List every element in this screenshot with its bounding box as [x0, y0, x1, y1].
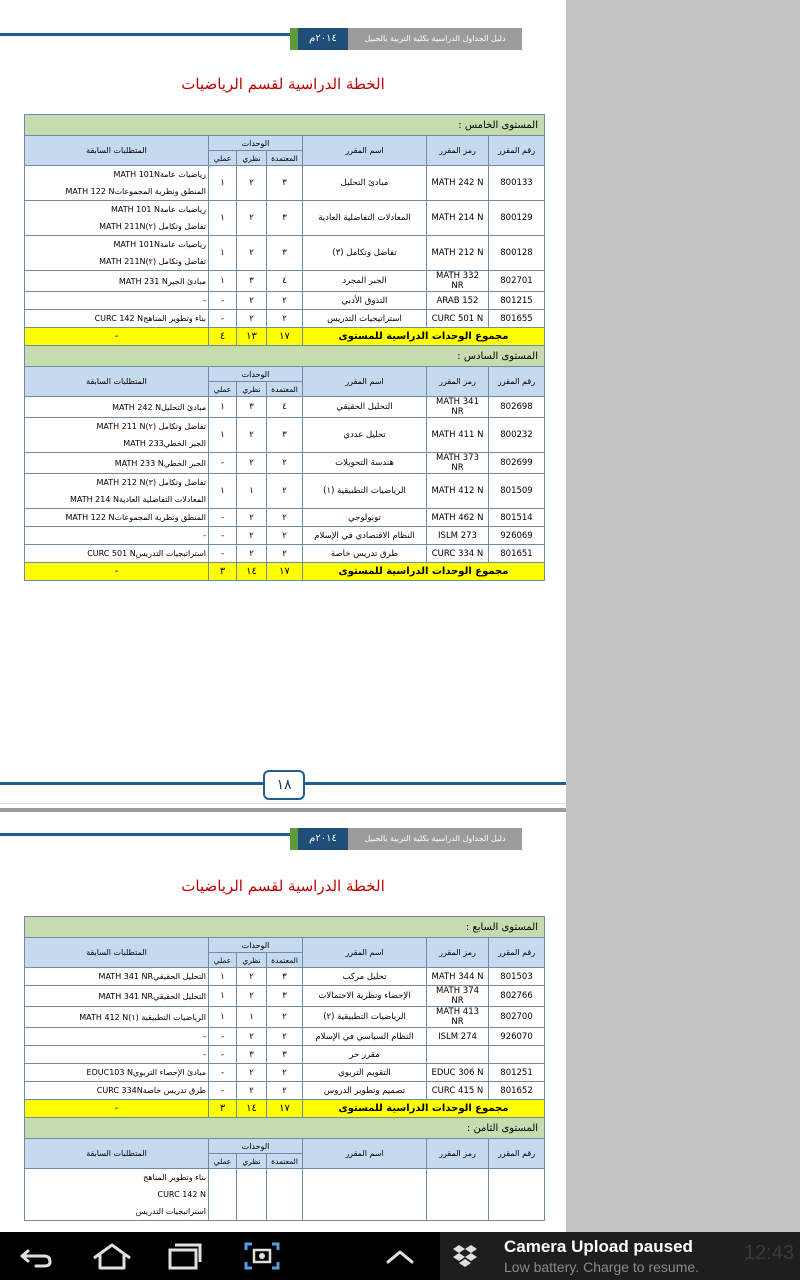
course-row	[25, 292, 545, 310]
theory-units: ٢	[237, 527, 267, 545]
course-name: تصميم وتطوير الدروس	[303, 1082, 427, 1100]
course-number	[489, 1169, 545, 1221]
theory-units: ٢	[237, 1064, 267, 1082]
notification-time: 12:43	[743, 1242, 794, 1264]
page-footer-line	[0, 803, 566, 804]
course-name: الرياضيات التطبيقية (١)	[303, 474, 427, 509]
course-row	[25, 545, 545, 563]
col-units: الوحدات	[209, 1139, 303, 1154]
total-practical: ٤	[209, 328, 237, 346]
theory-units: ٣	[237, 1046, 267, 1064]
col-units: الوحدات	[209, 367, 303, 382]
header-accent	[290, 28, 298, 50]
prerequisite-line: -	[203, 531, 206, 540]
table-header-row	[25, 1139, 545, 1154]
course-row	[25, 201, 545, 236]
course-number: 801652	[489, 1082, 545, 1100]
course-number: 802699	[489, 453, 545, 474]
header-year: ٢٠١٤م	[298, 828, 348, 850]
course-name: النظام الاقتصادي في الإسلام	[303, 527, 427, 545]
prerequisite-line: -	[203, 1032, 207, 1041]
practical-units: -	[209, 1082, 237, 1100]
plan-title: الخطة الدراسية لقسم الرياضيات	[181, 75, 385, 93]
prerequisite-line: مبادئ الجبرMATH 231 N	[118, 276, 206, 286]
prerequisite-line: مبادئ الإحصاء التربويEDUC103 N	[86, 1068, 207, 1077]
prerequisites	[25, 986, 209, 1007]
table-header-row	[25, 938, 545, 953]
prerequisites	[25, 397, 209, 418]
course-name: مقرر حر	[303, 1046, 427, 1064]
chevron-up-icon[interactable]	[376, 1240, 424, 1272]
total-prereq: -	[25, 1100, 209, 1118]
credit-units: ٣	[267, 986, 303, 1007]
theory-units: ٢	[237, 166, 267, 201]
course-name: التذوق الأدبي	[303, 292, 427, 310]
practical-units: ١	[209, 166, 237, 201]
prerequisites	[25, 1007, 209, 1028]
course-name: التقويم التربوي	[303, 1064, 427, 1082]
course-row	[25, 397, 545, 418]
theory-units: ٢	[237, 986, 267, 1007]
prerequisite-line: التحليل الحقيقيMATH 341 NR	[98, 972, 207, 981]
prerequisite-line: بناء وتطوير المناهج	[143, 1173, 207, 1182]
course-number: 800232	[489, 418, 545, 453]
course-row	[25, 1082, 545, 1100]
prerequisite-line: التحليل الحقيقيMATH 341 NR	[98, 991, 207, 1001]
theory-units: ١	[237, 474, 267, 509]
prerequisites	[25, 453, 209, 474]
course-row	[25, 1007, 545, 1028]
prerequisites	[25, 545, 209, 563]
course-code	[427, 1169, 489, 1221]
course-code: MATH 214 N	[427, 201, 489, 236]
credit-units: ٣	[267, 1046, 303, 1064]
course-row	[25, 986, 545, 1007]
prerequisite-line: طرق تدريس خاصةCURC 334N	[96, 1086, 207, 1095]
credit-units: ٢	[267, 527, 303, 545]
col-practical-units: عملي	[209, 1154, 237, 1169]
plan-title: الخطة الدراسية لقسم الرياضيات	[181, 877, 385, 895]
prerequisite-line: مبادئ التحليلMATH 242 N	[112, 402, 206, 412]
prerequisite-line: المعادلات التفاضلية العاديةMATH 214 N	[69, 495, 206, 504]
course-number: 801509	[489, 474, 545, 509]
prerequisite-line: تفاضل وتكامل (٣)MATH 212 N	[96, 478, 206, 487]
course-name: الرياضيات التطبيقية (٢)	[303, 1007, 427, 1028]
theory-units: ٢	[237, 1082, 267, 1100]
prerequisites	[25, 1046, 209, 1064]
level-title: المستوى السادس :	[25, 346, 545, 367]
prerequisite-line: -	[203, 296, 206, 305]
total-practical: ٣	[209, 563, 237, 581]
course-code: MATH 332 NR	[427, 271, 489, 292]
credit-units: ٣	[267, 418, 303, 453]
total-practical: ٣	[209, 1100, 237, 1118]
col-course-name: اسم المقرر	[303, 136, 427, 166]
level-total-row	[25, 328, 545, 346]
course-number: 802766	[489, 986, 545, 1007]
prerequisites	[25, 1169, 209, 1221]
theory-units: ٢	[237, 509, 267, 527]
course-row	[25, 453, 545, 474]
col-course-number: رقم المقرر	[489, 1139, 545, 1169]
prerequisite-line: رياضيات عامةMATH 101N	[113, 170, 206, 179]
header-year: ٢٠١٤م	[298, 28, 348, 50]
course-name: تحليل مركب	[303, 968, 427, 986]
course-number: 802700	[489, 1007, 545, 1028]
credit-units: ٣	[267, 166, 303, 201]
level-title-row	[25, 115, 545, 136]
prerequisite-line: رياضيات عامةMATH 101N	[113, 240, 206, 249]
prerequisite-line: CURC 142 N	[157, 1190, 207, 1199]
notification-subtitle: Low battery. Charge to resume.	[504, 1259, 700, 1275]
document-page-2	[0, 812, 566, 1232]
course-code: CURC 334 N	[427, 545, 489, 563]
course-row	[25, 310, 545, 328]
prerequisite-line: رياضيات عامةMATH 101 N	[110, 205, 206, 214]
course-number: 926070	[489, 1028, 545, 1046]
col-course-number: رقم المقرر	[489, 136, 545, 166]
col-course-name: اسم المقرر	[303, 938, 427, 968]
theory-units: ٢	[237, 418, 267, 453]
practical-units: -	[209, 292, 237, 310]
credit-units: ٢	[267, 545, 303, 563]
course-number: 802698	[489, 397, 545, 418]
level-title: المستوى الثامن :	[25, 1118, 545, 1139]
prerequisite-line: تفاضل وتكامل (٢)MATH 211N	[99, 222, 206, 231]
col-units: الوحدات	[209, 938, 303, 953]
prerequisites	[25, 509, 209, 527]
practical-units	[209, 1169, 237, 1221]
header-accent	[290, 828, 298, 850]
col-course-number: رقم المقرر	[489, 367, 545, 397]
theory-units: ٢	[237, 201, 267, 236]
course-number: 800133	[489, 166, 545, 201]
practical-units: ١	[209, 1007, 237, 1028]
col-practical-units: عملي	[209, 953, 237, 968]
header-title: دليل الجداول الدراسية بكلية التربية بالجبيل	[348, 28, 522, 50]
prerequisite-line: بناء وتطوير المناهجCURC 142 N	[94, 314, 206, 323]
credit-units: ٢	[267, 1028, 303, 1046]
credit-units: ٢	[267, 474, 303, 509]
course-name: التحليل الحقيقي	[303, 397, 427, 418]
practical-units: -	[209, 453, 237, 474]
prerequisite-line: الرياضيات التطبيقية (١)MATH 412 N	[79, 1012, 207, 1022]
col-theory-units: نظري	[237, 151, 267, 166]
dropbox-icon	[452, 1244, 478, 1272]
prerequisite-line: المنطق ونظرية المجموعاتMATH 122 N	[65, 187, 206, 196]
prerequisite-line: -	[203, 1050, 207, 1059]
col-course-name: اسم المقرر	[303, 1139, 427, 1169]
course-code: MATH 212 N	[427, 236, 489, 271]
practical-units: -	[209, 1028, 237, 1046]
course-name: الإحصاء ونظرية الاحتمالات	[303, 986, 427, 1007]
theory-units: ٣	[237, 397, 267, 418]
course-number: 801215	[489, 292, 545, 310]
course-number: 801514	[489, 509, 545, 527]
prerequisite-line: المنطق ونظرية المجموعاتMATH 122 N	[65, 513, 206, 522]
credit-units: ٢	[267, 509, 303, 527]
col-practical-units: عملي	[209, 151, 237, 166]
level-title: المستوى الخامس :	[25, 115, 545, 136]
page-number: ١٨	[263, 770, 305, 800]
total-label: مجموع الوحدات الدراسية للمستوى	[303, 563, 545, 581]
practical-units: -	[209, 527, 237, 545]
prerequisite-line: تفاضل وتكامل (٢)MATH 211N	[99, 257, 206, 266]
level-title-row	[25, 1118, 545, 1139]
level-title-row	[25, 917, 545, 938]
theory-units: ٢	[237, 236, 267, 271]
col-credit-units: المعتمدة	[267, 382, 303, 397]
total-credit: ١٧	[267, 1100, 303, 1118]
practical-units: -	[209, 509, 237, 527]
col-course-code: رمز المقرر	[427, 938, 489, 968]
prerequisites	[25, 310, 209, 328]
theory-units: ٣	[237, 271, 267, 292]
course-row	[25, 474, 545, 509]
course-code: EDUC 306 N	[427, 1064, 489, 1082]
col-course-code: رمز المقرر	[427, 367, 489, 397]
practical-units: -	[209, 1046, 237, 1064]
total-prereq: -	[25, 563, 209, 581]
credit-units: ٣	[267, 968, 303, 986]
col-course-code: رمز المقرر	[427, 136, 489, 166]
level-title: المستوى السابع :	[25, 917, 545, 938]
col-prerequisites: المتطلبات السابقة	[25, 136, 209, 166]
level-title-row	[25, 346, 545, 367]
course-code: ISLM 273	[427, 527, 489, 545]
camera-upload-notification[interactable]	[440, 1232, 800, 1280]
course-name: تفاضل وتكامل (٣)	[303, 236, 427, 271]
course-row	[25, 271, 545, 292]
level-total-row	[25, 1100, 545, 1118]
course-number: 801655	[489, 310, 545, 328]
theory-units	[237, 1169, 267, 1221]
course-name: مبادئ التحليل	[303, 166, 427, 201]
prerequisite-line: استراتيجيات التدريسCURC 501 N	[87, 549, 206, 558]
credit-units: ٣	[267, 201, 303, 236]
total-credit: ١٧	[267, 563, 303, 581]
course-number: 926069	[489, 527, 545, 545]
col-prerequisites: المتطلبات السابقة	[25, 1139, 209, 1169]
course-code: MATH 373 NR	[427, 453, 489, 474]
prerequisites	[25, 236, 209, 271]
total-credit: ١٧	[267, 328, 303, 346]
total-label: مجموع الوحدات الدراسية للمستوى	[303, 328, 545, 346]
credit-units: ٤	[267, 397, 303, 418]
col-credit-units: المعتمدة	[267, 1154, 303, 1169]
col-credit-units: المعتمدة	[267, 151, 303, 166]
course-code: MATH 411 N	[427, 418, 489, 453]
prerequisite-line: استراتيجيات التدريس	[135, 1207, 207, 1216]
practical-units: ١	[209, 986, 237, 1007]
course-code: ARAB 152	[427, 292, 489, 310]
credit-units: ٤	[267, 271, 303, 292]
col-theory-units: نظري	[237, 953, 267, 968]
screenshot-icon[interactable]	[238, 1240, 286, 1272]
course-row	[25, 1028, 545, 1046]
back-icon[interactable]	[14, 1240, 62, 1272]
col-course-number: رقم المقرر	[489, 938, 545, 968]
theory-units: ٢	[237, 968, 267, 986]
theory-units: ٢	[237, 1028, 267, 1046]
credit-units	[267, 1169, 303, 1221]
theory-units: ٢	[237, 292, 267, 310]
total-theory: ١٤	[237, 1100, 267, 1118]
course-code: MATH 341 NR	[427, 397, 489, 418]
prerequisite-line: الجبر الخطيMATH 233	[123, 439, 206, 448]
prerequisites	[25, 474, 209, 509]
credit-units: ٢	[267, 1082, 303, 1100]
practical-units: -	[209, 545, 237, 563]
practical-units: ١	[209, 236, 237, 271]
theory-units: ٢	[237, 310, 267, 328]
course-number: 801651	[489, 545, 545, 563]
practical-units: ١	[209, 418, 237, 453]
course-code: MATH 412 N	[427, 474, 489, 509]
col-course-name: اسم المقرر	[303, 367, 427, 397]
practical-units: ١	[209, 201, 237, 236]
course-number: 801251	[489, 1064, 545, 1082]
course-row	[25, 968, 545, 986]
course-code: MATH 344 N	[427, 968, 489, 986]
prerequisites	[25, 292, 209, 310]
course-row	[25, 509, 545, 527]
col-credit-units: المعتمدة	[267, 953, 303, 968]
course-name: توبولوجي	[303, 509, 427, 527]
practical-units: ١	[209, 474, 237, 509]
course-number: 801503	[489, 968, 545, 986]
level-7-8-table	[24, 916, 545, 1221]
prerequisites	[25, 201, 209, 236]
prerequisites	[25, 968, 209, 986]
course-number: 800129	[489, 201, 545, 236]
course-number: 802701	[489, 271, 545, 292]
notification-title: Camera Upload paused	[504, 1237, 693, 1256]
total-prereq: -	[25, 328, 209, 346]
total-label: مجموع الوحدات الدراسية للمستوى	[303, 1100, 545, 1118]
prerequisites	[25, 418, 209, 453]
course-code: CURC 501 N	[427, 310, 489, 328]
course-name: هندسة التحويلات	[303, 453, 427, 474]
credit-units: ٢	[267, 310, 303, 328]
prerequisite-line: تفاضل وتكامل (٢)MATH 211 N	[96, 422, 206, 431]
col-prerequisites: المتطلبات السابقة	[25, 367, 209, 397]
course-row	[25, 166, 545, 201]
header-title: دليل الجداول الدراسية بكلية التربية بالجبيل	[348, 828, 522, 850]
course-name: طرق تدريس خاصة	[303, 545, 427, 563]
course-code	[427, 1046, 489, 1064]
course-row	[25, 1064, 545, 1082]
table-header-row	[25, 367, 545, 382]
prerequisites	[25, 1028, 209, 1046]
course-code: MATH 242 N	[427, 166, 489, 201]
course-name: الجبر المجرد	[303, 271, 427, 292]
practical-units: ١	[209, 968, 237, 986]
course-name: النظام السياسي في الإسلام	[303, 1028, 427, 1046]
header-rule	[0, 833, 290, 836]
course-code: MATH 374 NR	[427, 986, 489, 1007]
practical-units: -	[209, 310, 237, 328]
credit-units: ٢	[267, 1064, 303, 1082]
col-prerequisites: المتطلبات السابقة	[25, 938, 209, 968]
level-5-6-table	[24, 114, 545, 581]
col-units: الوحدات	[209, 136, 303, 151]
prerequisites	[25, 1082, 209, 1100]
col-course-code: رمز المقرر	[427, 1139, 489, 1169]
course-name: المعادلات التفاضلية العادية	[303, 201, 427, 236]
course-row	[25, 1169, 545, 1221]
col-practical-units: عملي	[209, 382, 237, 397]
course-row	[25, 1046, 545, 1064]
course-name	[303, 1169, 427, 1221]
prerequisites	[25, 271, 209, 292]
credit-units: ٢	[267, 453, 303, 474]
course-code: MATH 413 NR	[427, 1007, 489, 1028]
course-number: 800128	[489, 236, 545, 271]
col-theory-units: نظري	[237, 382, 267, 397]
col-theory-units: نظري	[237, 1154, 267, 1169]
prerequisite-line: الجبر الخطيMATH 233 N	[114, 458, 206, 468]
course-number	[489, 1046, 545, 1064]
table-header-row	[25, 136, 545, 151]
course-row	[25, 236, 545, 271]
course-code: ISLM 274	[427, 1028, 489, 1046]
prerequisites	[25, 166, 209, 201]
course-name: تحليل عددي	[303, 418, 427, 453]
course-row	[25, 527, 545, 545]
course-row	[25, 418, 545, 453]
practical-units: ١	[209, 271, 237, 292]
prerequisites	[25, 527, 209, 545]
credit-units: ٢	[267, 1007, 303, 1028]
practical-units: -	[209, 1064, 237, 1082]
recents-icon[interactable]	[160, 1240, 208, 1272]
credit-units: ٣	[267, 236, 303, 271]
prerequisites	[25, 1064, 209, 1082]
theory-units: ٢	[237, 453, 267, 474]
level-total-row	[25, 563, 545, 581]
theory-units: ٢	[237, 545, 267, 563]
credit-units: ٢	[267, 292, 303, 310]
home-icon[interactable]	[88, 1240, 136, 1272]
theory-units: ١	[237, 1007, 267, 1028]
course-code: CURC 415 N	[427, 1082, 489, 1100]
document-page-1	[0, 0, 566, 808]
course-name: استراتيجيات التدريس	[303, 310, 427, 328]
total-theory: ١٤	[237, 563, 267, 581]
header-rule	[0, 33, 290, 36]
total-theory: ١٣	[237, 328, 267, 346]
course-code: MATH 462 N	[427, 509, 489, 527]
practical-units: ١	[209, 397, 237, 418]
